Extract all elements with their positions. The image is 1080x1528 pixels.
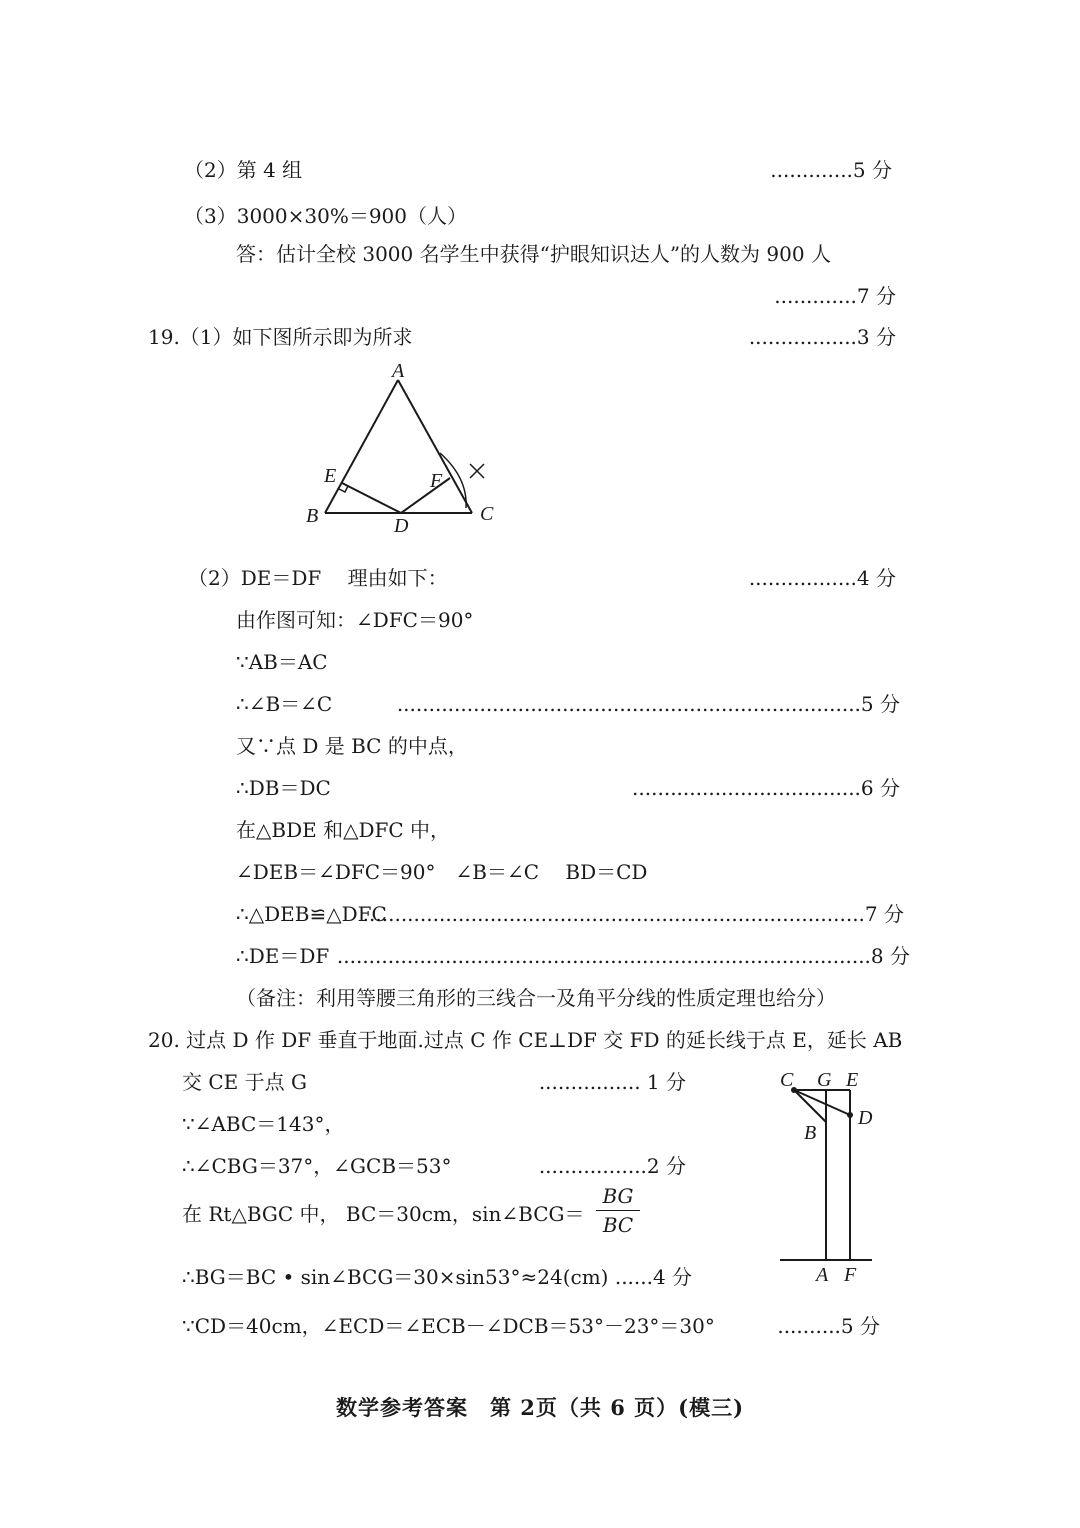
label-b: B (306, 505, 319, 527)
fraction-bg-over-bc (596, 1184, 640, 1237)
label-a: A (392, 360, 405, 382)
q19-line2: ∵AB＝AC (236, 650, 328, 674)
q19-part2-score: .................4 分 (748, 566, 896, 590)
q19-part2-text: （2）DE＝DF 理由如下： (188, 566, 448, 590)
point-d (847, 1112, 853, 1118)
q20-line5: 在 Rt△BGC 中， BC＝30cm，sin∠BCG＝ (182, 1202, 585, 1226)
label-e: E (846, 1069, 859, 1091)
segment-df (401, 478, 450, 513)
label-g: G (817, 1069, 832, 1091)
label-c: C (480, 503, 494, 525)
fraction-denominator: BC (602, 1213, 634, 1237)
q18-part3-text: （3）3000×30%＝900（人） (184, 204, 468, 228)
q19-line3: ∴∠B＝∠C (236, 692, 333, 716)
q18-part2-score: .............5 分 (770, 158, 892, 182)
label-c: C (780, 1069, 794, 1091)
q19-line1: 由作图可知：∠DFC＝90° (236, 608, 474, 632)
label-e: E (324, 465, 337, 487)
q19-part1-text: 19.（1）如下图所示即为所求 (148, 325, 413, 349)
q19-line5: ∴DB＝DC (236, 776, 331, 800)
label-f: F (844, 1264, 857, 1286)
label-d: D (394, 515, 409, 537)
fraction-bar (596, 1210, 640, 1211)
q20-line2-score: ................ 1 分 (538, 1070, 686, 1094)
label-d: D (858, 1107, 873, 1129)
q20-line4-score: .................2 分 (538, 1154, 686, 1178)
q19-line3-score: .........................................................................5 分 (396, 692, 900, 716)
q18-part2-text: （2）第 4 组 (184, 158, 303, 182)
q19-line5-score: ....................................6 分 (632, 776, 900, 800)
triangle-construction-figure (300, 358, 510, 538)
q19-line6: 在△BDE 和△DFC 中， (236, 818, 451, 842)
q19-line8-score: ...............................................................................7 分 (362, 902, 904, 926)
q20-line3: ∵∠ABC＝143°， (182, 1112, 345, 1136)
q19-part1-score: .................3 分 (748, 325, 896, 349)
label-a: A (816, 1264, 829, 1286)
q19-line7: ∠DEB＝∠DFC＝90° ∠B＝∠C BD＝CD (236, 860, 648, 884)
segment-ac (398, 380, 472, 513)
q20-line6: ∴BG＝BC • sin∠BCG＝30×sin53°≈24(cm) ......4 分 (182, 1265, 693, 1289)
segment-cb (794, 1090, 826, 1122)
q20-line4: ∴∠CBG＝37°，∠GCB＝53° (182, 1154, 452, 1178)
q19-line8: ∴△DEB≌△DFC (236, 902, 387, 926)
q20-line7-score: ..........5 分 (777, 1314, 880, 1338)
q20-line1: 20. 过点 D 作 DF 垂直于地面.过点 C 作 CE⊥DF 交 FD 的延长线于点 E，延长 AB (148, 1028, 903, 1052)
q18-part3-score: .............7 分 (774, 284, 896, 308)
lamp-geometry-figure (770, 1062, 890, 1292)
q19-note: （备注：利用等腰三角形的三线合一及角平分线的性质定理也给分） (236, 986, 836, 1010)
q20-line2: 交 CE 于点 G (182, 1070, 307, 1094)
segment-cd (794, 1090, 850, 1115)
segment-de (342, 483, 401, 513)
q18-part3-answer: 答：估计全校 3000 名学生中获得“护眼知识达人”的人数为 900 人 (236, 242, 831, 266)
q19-line9-score: ....................................................................................8 分 (336, 944, 910, 968)
label-b: B (804, 1122, 817, 1144)
q19-line9: ∴DE＝DF (236, 944, 330, 968)
q19-line4: 又∵点 D 是 BC 的中点， (236, 734, 468, 758)
page-footer: 数学参考答案 第 2页（共 6 页）(模三) (335, 1395, 745, 1420)
label-f: F (430, 470, 443, 492)
q20-line7: ∵CD＝40cm，∠ECD＝∠ECB－∠DCB＝53°－23°＝30° (182, 1314, 715, 1338)
fraction-numerator: BG (602, 1184, 634, 1208)
